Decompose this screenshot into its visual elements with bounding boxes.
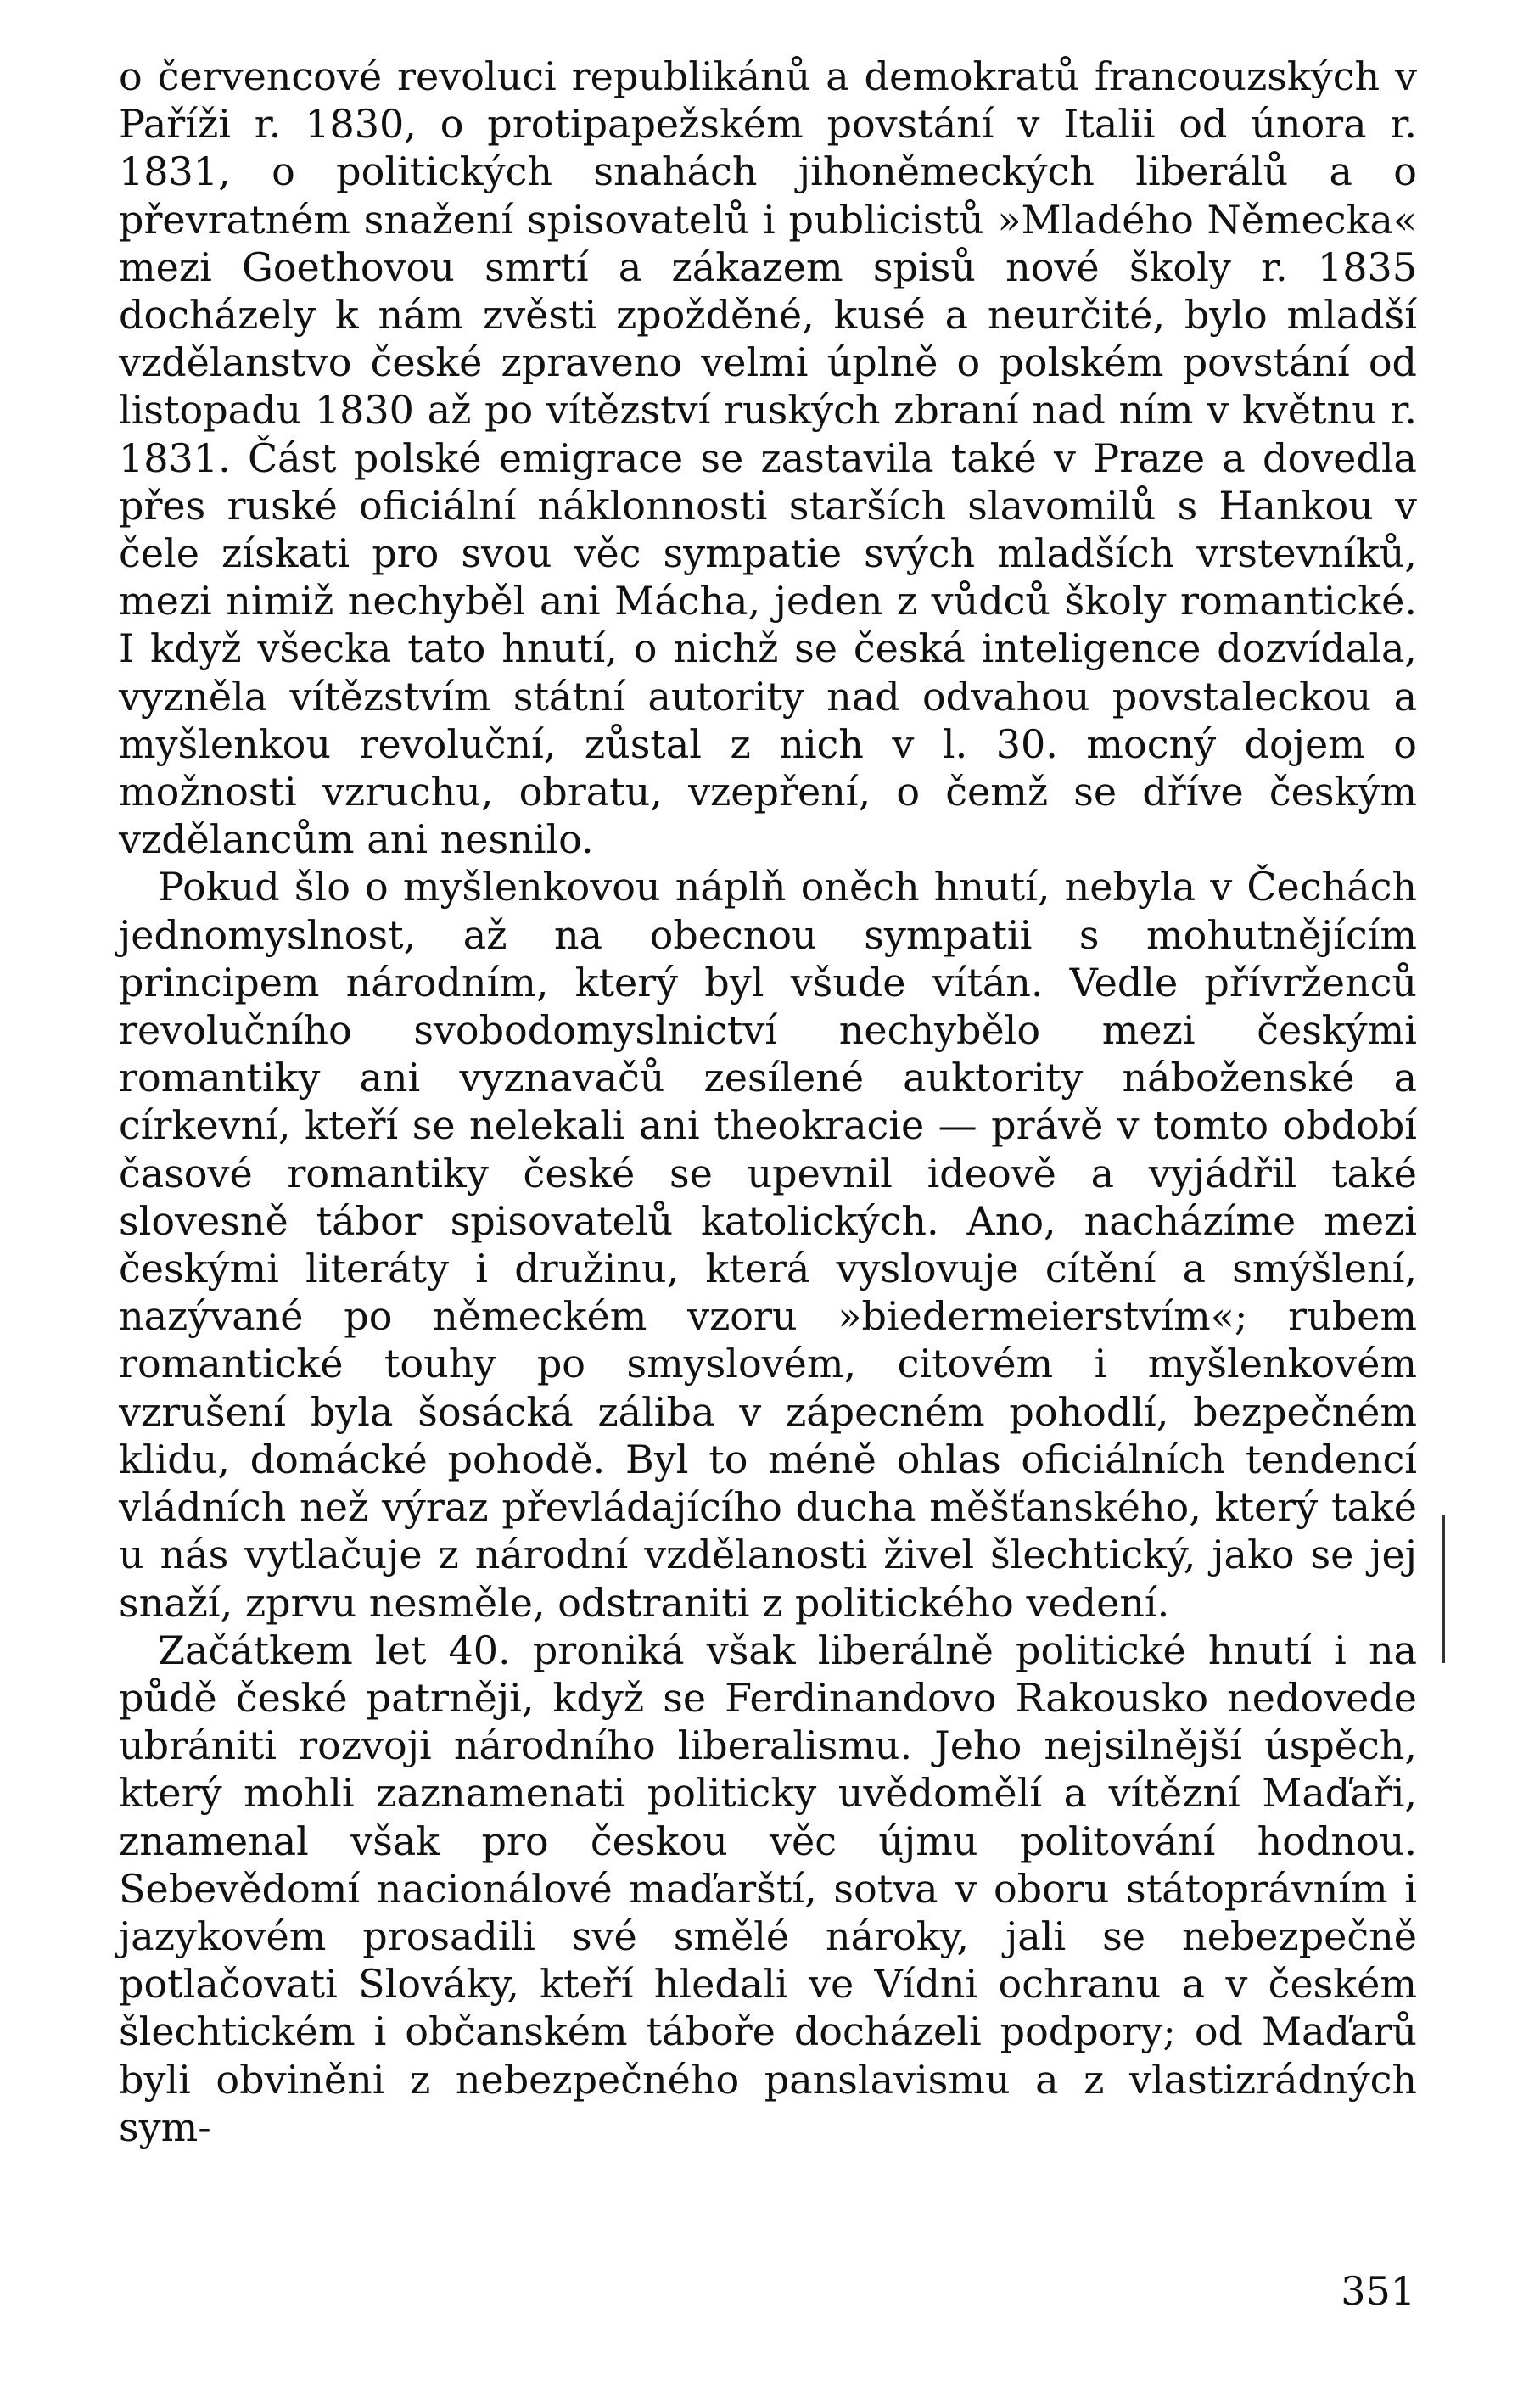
paragraph-2: Pokud šlo o myšlenkovou náplň oněch hnutí, nebyla v Čechách jednomyslnost, až na obecnou sympatii s mohutnějícím principem národním, který byl všude vítán. Vedle přívrženců revolučního svobodomyslnictví nechybělo mezi českými romantiky ani vyznavačů zesílené auktority náboženské a církevní, kteří se nelekali ani theokracie — právě v tomto období časové romantiky české se upevnil ideově a vyjádřil také slovesně tábor spisovatelů katolických. Ano, nacházíme mezi českými literáty i družinu, která vyslovuje cítění a smýšlení, nazývané po německém vzoru »biedermeierstvím«; rubem romantické touhy po smyslovém, citovém i myšlenkovém vzrušení byla šosácká záliba v zápecném pohodlí, bezpečném klidu, domácké pohodě. Byl to méně ohlas oficiálních tendencí vládních než výraz převládajícího ducha měšťanského, který také u nás vytlačuje z národní vzdělanosti živel šlechtický, jako se jej snaží, zprvu nesměle, odstraniti z politického vedení. xyxy=(119,864,1417,1626)
body-text xyxy=(119,53,1417,2151)
page-number: 351 xyxy=(1341,2268,1415,2314)
margin-line xyxy=(1442,1515,1445,1663)
paragraph-3: Začátkem let 40. proniká však liberálně politické hnutí i na půdě české patrněji, když se Ferdinandovo Rakousko nedovede ubrániti rozvoji národního liberalismu. Jeho nejsilnější úspěch, který mohli zaznamenati politicky uvědomělí a vítězní Maďaři, znamenal však pro českou věc újmu politování hodnou. Sebevědomí nacionálové maďarští, sotva v oboru státoprávním i jazykovém prosadili své smělé nároky, jali se nebezpečně potlačovati Slováky, kteří hledali ve Vídni ochranu a v českém šlechtickém i občanském táboře docházeli podpory; od Maďarů byli obviněni z nebezpečného panslavismu a z vlastizrádných sym- xyxy=(119,1627,1417,2150)
paragraph-1: o červencové revoluci republikánů a demokratů francouzských v Paříži r. 1830, o protipapežském povstání v Italii od února r. 1831, o politických snahách jihoněmeckých liberálů a o převratném snažení spisovatelů i publicistů »Mladého Německa« mezi Goethovou smrtí a zákazem spisů nové školy r. 1835 docházely k nám zvěsti zpožděné, kusé a neurčité, bylo mladší vzdělanstvo české zpraveno velmi úplně o polském povstání od listopadu 1830 až po vítězství ruských zbraní nad ním v květnu r. 1831. Část polské emigrace se zastavila také v Praze a dovedla přes ruské oficiální náklonnosti starších slavomilů s Hankou v čele získati pro svou věc sympatie svých mladších vrstevníků, mezi nimiž nechyběl ani Mácha, jeden z vůdců školy romantické. I když všecka tato hnutí, o nichž se česká inteligence dozvídala, vyzněla vítězstvím státní autority nad odvahou povstaleckou a myšlenkou revoluční, zůstal z nich v l. 30. mocný dojem o možnosti vzruchu, obratu, vzepření, o čemž se dříve českým vzdělancům ani nesnilo. xyxy=(119,53,1417,863)
